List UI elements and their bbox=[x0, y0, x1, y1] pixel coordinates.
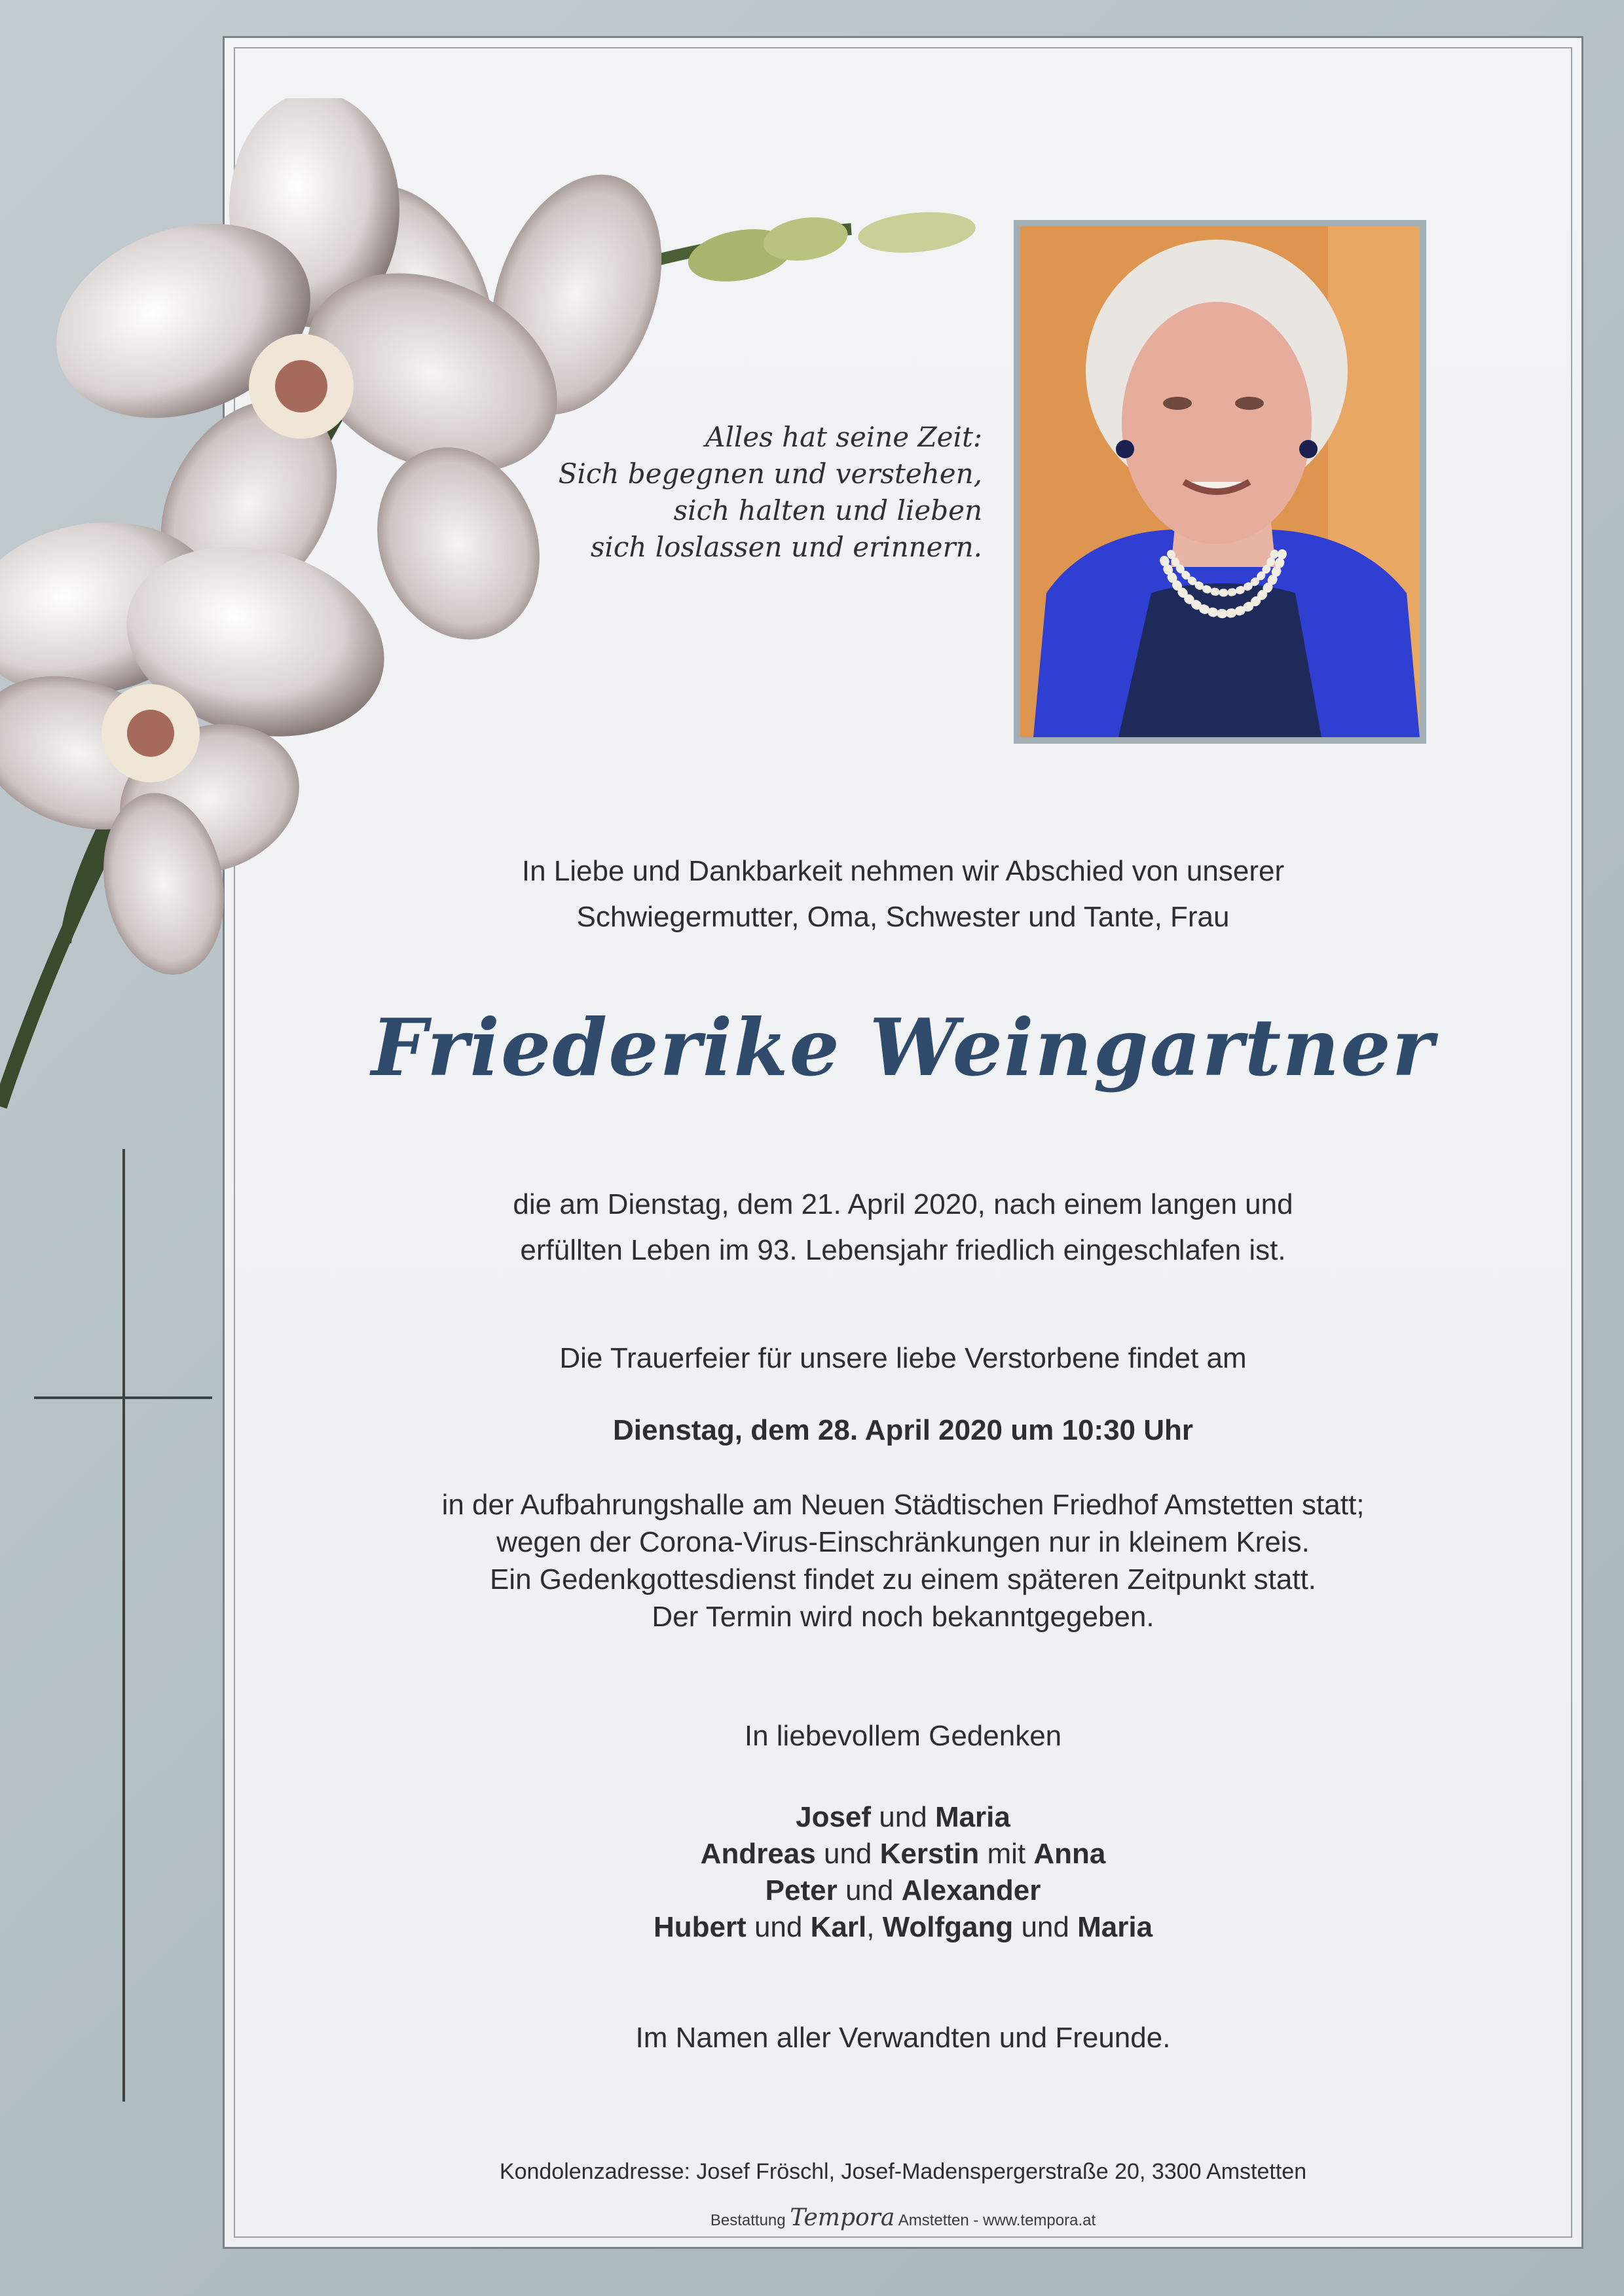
cross-horizontal-bar bbox=[34, 1396, 212, 1399]
mourner-connector: , bbox=[866, 1911, 883, 1943]
undertaker-prefix: Bestattung bbox=[710, 2212, 786, 2229]
mourner-connector: und bbox=[837, 1874, 902, 1906]
death-info-line: die am Dienstag, dem 21. April 2020, nach einem langen und bbox=[513, 1188, 1293, 1220]
mourner-name: Peter bbox=[765, 1874, 838, 1906]
mourner-name: Maria bbox=[934, 1801, 1010, 1833]
mourner-name: Alexander bbox=[901, 1874, 1041, 1906]
service-detail-line: Ein Gedenkgottesdienst findet zu einem späteren Zeitpunkt statt. bbox=[489, 1563, 1317, 1595]
intro-line: In Liebe und Dankbarkeit nehmen wir Abschied von unserer bbox=[521, 855, 1285, 887]
deceased-name: Friederike Weingartner bbox=[371, 1002, 1435, 1094]
mourner-name: Anna bbox=[1033, 1838, 1106, 1870]
mourner-name: Maria bbox=[1077, 1911, 1153, 1943]
mourner-name: Hubert bbox=[653, 1911, 747, 1943]
closing-text: Im Namen aller Verwandten und Freunde. bbox=[635, 2022, 1171, 2054]
mourner-name: Kerstin bbox=[879, 1838, 980, 1870]
mourners-list bbox=[223, 1799, 1583, 1946]
service-detail-line: wegen der Corona-Virus-Einschränkungen nur in kleinem Kreis. bbox=[496, 1526, 1310, 1558]
mourner-name: Karl bbox=[810, 1911, 867, 1943]
mourner-name: Andreas bbox=[700, 1838, 816, 1870]
service-intro: Die Trauerfeier für unsere liebe Verstorbene findet am bbox=[559, 1342, 1247, 1374]
mourner-connector: und bbox=[871, 1801, 935, 1833]
mourner-line bbox=[223, 1799, 1583, 1836]
mourner-connector: und bbox=[746, 1911, 811, 1943]
mourner-line bbox=[223, 1872, 1583, 1909]
quote-line: Sich begegnen und verstehen, bbox=[558, 458, 982, 490]
mourner-connector: und bbox=[1013, 1911, 1078, 1943]
undertaker-line bbox=[223, 2205, 1583, 2234]
cross-vertical-bar bbox=[122, 1149, 125, 2102]
service-detail-line: Der Termin wird noch bekanntgegeben. bbox=[652, 1601, 1154, 1633]
portrait-photo bbox=[1020, 227, 1420, 737]
mourner-line bbox=[223, 1909, 1583, 1946]
service-date: Dienstag, dem 28. April 2020 um 10:30 Uhr bbox=[612, 1414, 1194, 1446]
mourner-name: Josef bbox=[796, 1801, 872, 1833]
portrait-frame bbox=[1014, 220, 1426, 744]
mourner-line bbox=[223, 1836, 1583, 1872]
death-info bbox=[223, 1182, 1583, 1273]
undertaker-suffix: Amstetten - www.tempora.at bbox=[898, 2212, 1096, 2229]
mourner-connector: und bbox=[815, 1838, 880, 1870]
quote-block bbox=[498, 419, 982, 566]
death-info-line: erfüllten Leben im 93. Lebensjahr friedlich eingeschlafen ist. bbox=[520, 1234, 1286, 1266]
undertaker-brand: Tempora bbox=[790, 2204, 895, 2231]
condolence-address: Kondolenzadresse: Josef Fröschl, Josef-Madenspergerstraße 20, 3300 Amstetten bbox=[499, 2159, 1307, 2184]
mourner-name: Wolfgang bbox=[882, 1911, 1014, 1943]
quote-line: sich loslassen und erinnern. bbox=[590, 531, 982, 563]
quote-line: Alles hat seine Zeit: bbox=[705, 421, 982, 453]
portrait-illustration bbox=[1020, 227, 1420, 737]
mourner-connector: mit bbox=[979, 1838, 1034, 1870]
remembrance-text: In liebevollem Gedenken bbox=[744, 1720, 1062, 1752]
service-detail-line: in der Aufbahrungshalle am Neuen Städtischen Friedhof Amstetten statt; bbox=[441, 1489, 1365, 1521]
intro-line: Schwiegermutter, Oma, Schwester und Tante, Frau bbox=[576, 901, 1230, 933]
service-details bbox=[223, 1486, 1583, 1635]
orchid-illustration bbox=[0, 98, 982, 1146]
intro-text bbox=[223, 848, 1583, 940]
quote-line: sich halten und lieben bbox=[673, 494, 982, 526]
